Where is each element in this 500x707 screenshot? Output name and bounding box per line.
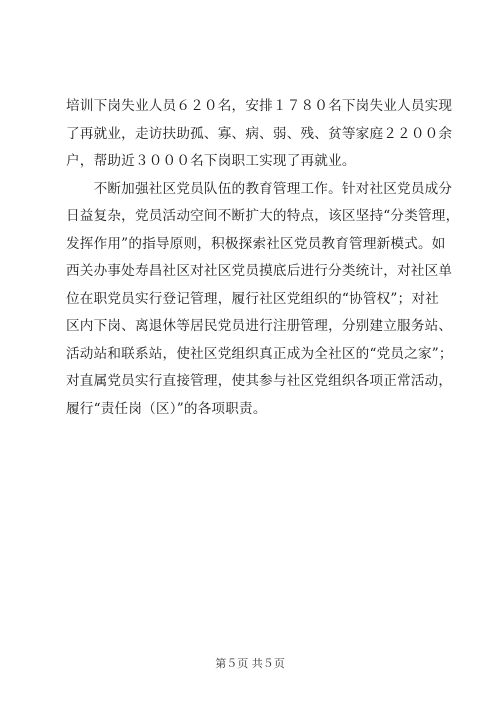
text-line: 区内下岗、离退休等居民党员进行注册管理，分别建立服务站、 xyxy=(66,318,453,334)
text-line: 户，帮助近３０００名下岗职工实现了再就业。 xyxy=(66,153,356,169)
text-line: 活动站和联系站，使社区党组织真正成为全社区的“党员之家”； xyxy=(66,345,453,362)
text-line: 培训下岗失业人员６２０名，安排１７８０名下岗失业人员实现 xyxy=(66,98,453,114)
page-footer xyxy=(0,655,500,671)
page-number-label: 第５页 共５页 xyxy=(215,657,285,670)
text-line: 了再就业，走访扶助孤、寡、病、弱、残、贫等家庭２２００余 xyxy=(66,125,453,142)
text-line: 日益复杂，党员活动空间不断扩大的特点，该区坚持“分类管理， xyxy=(66,208,460,224)
text-line: 不断加强社区党员队伍的教育管理工作。针对社区党员成分 xyxy=(66,180,453,197)
document-body xyxy=(66,93,460,423)
text-line: 对直属党员实行直接管理，使其参与社区党组织各项正常活动， xyxy=(66,373,453,389)
text-line: 发挥作用”的指导原则，积极探索社区党员教育管理新模式。如 xyxy=(66,235,446,252)
text-line: 位在职党员实行登记管理，履行社区党组织的“协管权”；对社 xyxy=(66,290,439,307)
paragraph-2 xyxy=(66,176,460,424)
paragraph-1 xyxy=(66,93,453,176)
text-line: 履行“责任岗（区）”的各项职责。 xyxy=(66,400,267,417)
text-line: 西关办事处寿昌社区对社区党员摸底后进行分类统计，对社区单 xyxy=(66,263,453,279)
